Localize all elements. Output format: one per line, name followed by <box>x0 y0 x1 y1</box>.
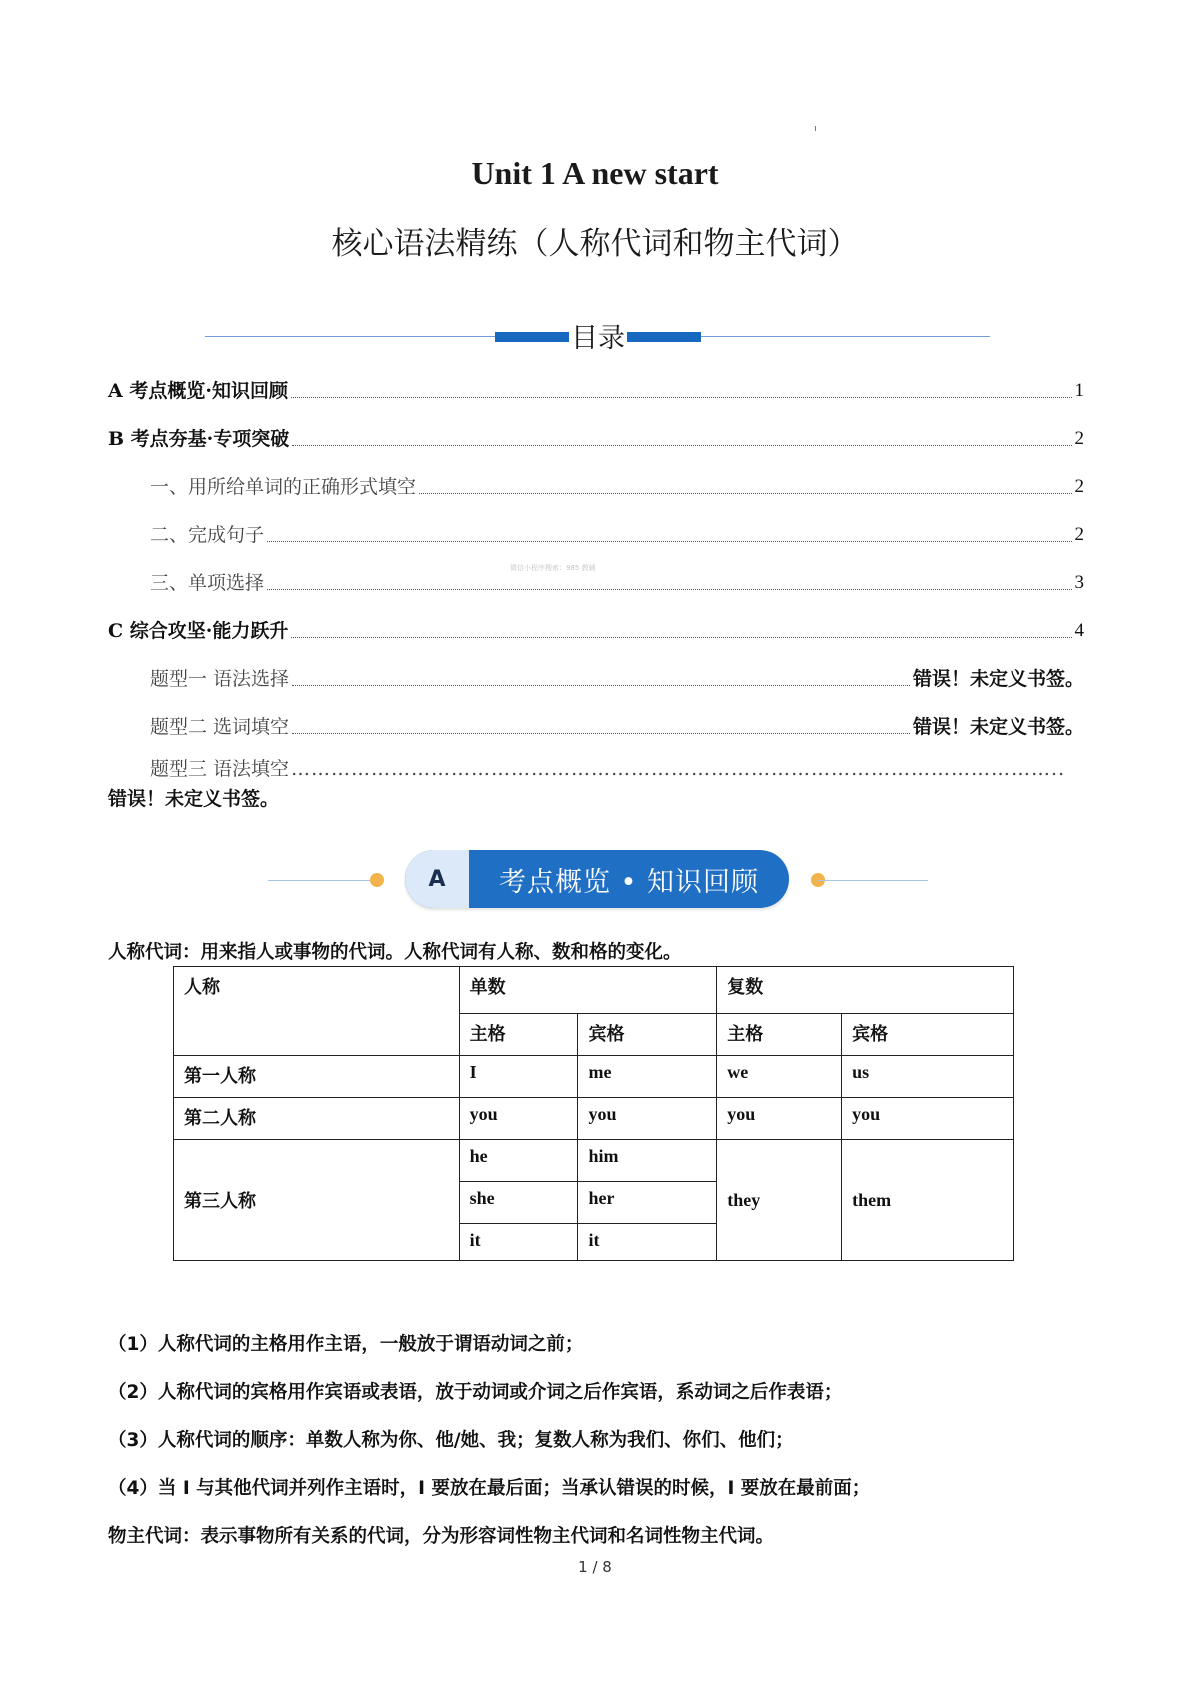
document-title-cn: 核心语法精练（人称代词和物主代词） <box>331 226 859 262</box>
toc-item-b2[interactable] <box>150 516 1084 546</box>
toc-item-label: A 考点概览·知识回顾 <box>108 380 288 402</box>
row-label: 第三人称 <box>174 1140 460 1261</box>
header-singular-subject: 主格 <box>459 1014 578 1056</box>
toc-bar-right <box>627 332 701 342</box>
toc-item-label: 三、单项选择 <box>150 572 265 594</box>
table-cell: you <box>842 1098 1014 1140</box>
toc-leader: …………………………………………………………………………………………………….. <box>291 758 1066 780</box>
toc-item-c1[interactable] <box>150 660 1084 690</box>
toc-bookmark-error: 错误！未定义书签。 <box>108 788 280 810</box>
table-cell: it <box>578 1224 717 1261</box>
toc-item-label: 题型一 语法选择 <box>150 668 290 690</box>
toc-item-b1[interactable] <box>150 468 1084 498</box>
toc-item-label: B 考点夯基·专项突破 <box>108 428 290 450</box>
watermark-text: 微信小程序搜索：985 教辅 <box>510 564 596 572</box>
document-title-en: Unit 1 A new start <box>471 155 719 191</box>
toc-item-c3[interactable] <box>150 750 1084 780</box>
header-plural: 复数 <box>717 967 1014 1014</box>
toc-rule-left <box>205 336 495 337</box>
banner-pill <box>405 850 789 908</box>
toc-leader <box>292 685 910 686</box>
banner-dot-left <box>370 873 384 887</box>
note-3: （3）人称代词的顺序：单数人称为你、他/她、我；复数人称为我们、你们、他们； <box>108 1430 794 1451</box>
toc-leader <box>419 493 1071 494</box>
toc-leader <box>291 637 1071 638</box>
toc-leader <box>292 445 1071 446</box>
toc-leader <box>267 541 1071 542</box>
table-cell: her <box>578 1182 717 1224</box>
header-plural-subject: 主格 <box>717 1014 842 1056</box>
header-plural-object: 宾格 <box>842 1014 1014 1056</box>
page-number: 1 / 8 <box>578 1558 612 1576</box>
table-cell: him <box>578 1140 717 1182</box>
toc-heading <box>205 316 990 358</box>
toc-page-number: 1 <box>1074 380 1084 401</box>
table-cell: it <box>459 1224 578 1261</box>
header-person: 人称 <box>174 967 460 1056</box>
toc-leader <box>267 589 1071 590</box>
table-row <box>174 1140 1014 1182</box>
toc-title: 目录 <box>571 323 625 354</box>
toc-item-b3[interactable] <box>150 564 1084 594</box>
toc-item-label: 题型三 语法填空 <box>150 758 290 780</box>
table-cell: us <box>842 1056 1014 1098</box>
table-cell: them <box>842 1140 1014 1261</box>
section-banner <box>268 850 928 912</box>
row-label: 第二人称 <box>174 1098 460 1140</box>
pronoun-table <box>173 966 1014 1261</box>
table-cell: I <box>459 1056 578 1098</box>
toc-item-label: C 综合攻坚·能力跃升 <box>108 620 289 642</box>
note-2: （2）人称代词的宾格用作宾语或表语，放于动词或介词之后作宾语，系动词之后作表语； <box>108 1382 843 1403</box>
table-cell: you <box>578 1098 717 1140</box>
banner-title: 考点概览 • 知识回顾 <box>498 866 760 898</box>
personal-pronoun-intro: 人称代词：用来指人或事物的代词。人称代词有人称、数和格的变化。 <box>108 942 682 963</box>
table-cell: she <box>459 1182 578 1224</box>
possessive-pronoun-intro: 物主代词：表示事物所有关系的代词，分为形容词性物主代词和名词性物主代词。 <box>108 1526 775 1547</box>
toc-page-number: 2 <box>1074 428 1084 449</box>
toc-item-label: 二、完成句子 <box>150 524 265 546</box>
toc-bookmark-error: 错误！未定义书签。 <box>912 716 1084 738</box>
banner-rule-left <box>268 880 378 881</box>
header-singular: 单数 <box>459 967 717 1014</box>
table-cell: he <box>459 1140 578 1182</box>
note-1: （1）人称代词的主格用作主语，一般放于谓语动词之前； <box>108 1334 584 1355</box>
toc-bookmark-error: 错误！未定义书签。 <box>912 668 1084 690</box>
table-cell: you <box>459 1098 578 1140</box>
toc-leader <box>292 733 910 734</box>
toc-item-label: 题型二 选词填空 <box>150 716 290 738</box>
toc-rule-right <box>701 336 990 337</box>
note-4: （4）当 I 与其他代词并列作主语时，I 要放在最后面；当承认错误的时候，I 要放在最前面； <box>108 1478 871 1499</box>
table-cell: me <box>578 1056 717 1098</box>
table-cell: they <box>717 1140 842 1261</box>
toc-page-number: 2 <box>1074 524 1084 545</box>
toc-leader <box>291 397 1072 398</box>
header-tick <box>815 126 816 131</box>
banner-rule-right <box>818 880 928 881</box>
table-row <box>174 1098 1014 1140</box>
table-cell: we <box>717 1056 842 1098</box>
toc-page-number: 4 <box>1074 620 1084 641</box>
toc-bar-left <box>495 332 569 342</box>
toc-item-c2[interactable] <box>150 708 1084 738</box>
banner-letter: A <box>405 850 469 908</box>
row-label: 第一人称 <box>174 1056 460 1098</box>
toc-item-b[interactable] <box>108 420 1084 450</box>
toc-page-number: 3 <box>1074 572 1084 593</box>
table-row <box>174 1056 1014 1098</box>
header-singular-object: 宾格 <box>578 1014 717 1056</box>
toc-item-label: 一、用所给单词的正确形式填空 <box>150 476 417 498</box>
table-cell: you <box>717 1098 842 1140</box>
toc-page-number: 2 <box>1074 476 1084 497</box>
toc-item-a[interactable] <box>108 372 1084 402</box>
toc-item-c[interactable] <box>108 612 1084 642</box>
